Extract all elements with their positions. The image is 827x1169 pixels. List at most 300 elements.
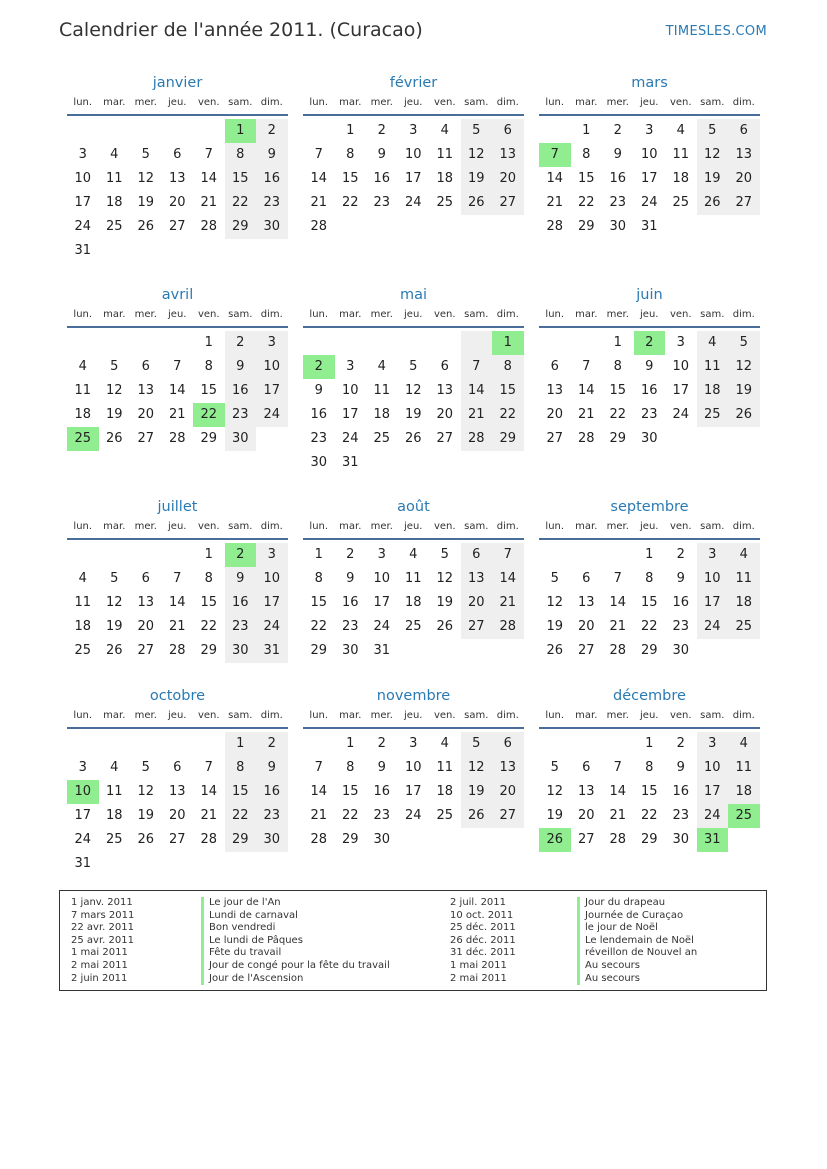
day-cell[interactable]: 16 xyxy=(640,383,658,398)
day-cell[interactable]: 19 xyxy=(137,808,155,823)
day-cell[interactable]: 17 xyxy=(373,595,391,610)
day-cell[interactable]: 2 xyxy=(225,331,257,355)
day-cell[interactable]: 14 xyxy=(310,171,328,186)
day-cell[interactable]: 5 xyxy=(141,760,150,775)
day-cell[interactable]: 3 xyxy=(78,147,87,162)
day-cell[interactable]: 13 xyxy=(461,567,493,591)
day-cell[interactable]: 17 xyxy=(640,171,658,186)
day-cell[interactable]: 11 xyxy=(404,571,422,586)
day-cell[interactable]: 14 xyxy=(310,784,328,799)
day-cell[interactable]: 29 xyxy=(492,427,524,451)
day-cell[interactable]: 25 xyxy=(436,195,454,210)
day-cell[interactable]: 1 xyxy=(346,123,355,138)
holiday-day-cell[interactable]: 10 xyxy=(67,780,99,804)
day-cell[interactable]: 15 xyxy=(609,383,627,398)
day-cell[interactable]: 23 xyxy=(225,615,257,639)
day-cell[interactable]: 18 xyxy=(728,780,760,804)
day-cell[interactable]: 22 xyxy=(225,191,257,215)
day-cell[interactable]: 4 xyxy=(78,359,87,374)
day-cell[interactable]: 7 xyxy=(173,571,182,586)
day-cell[interactable]: 26 xyxy=(137,832,155,847)
day-cell[interactable]: 5 xyxy=(550,571,559,586)
day-cell[interactable]: 5 xyxy=(141,147,150,162)
day-cell[interactable]: 31 xyxy=(341,455,359,470)
day-cell[interactable]: 8 xyxy=(613,359,622,374)
day-cell[interactable]: 19 xyxy=(105,619,123,634)
day-cell[interactable]: 25 xyxy=(74,643,92,658)
day-cell[interactable]: 11 xyxy=(105,171,123,186)
day-cell[interactable]: 22 xyxy=(225,804,257,828)
day-cell[interactable]: 11 xyxy=(436,147,454,162)
day-cell[interactable]: 6 xyxy=(582,571,591,586)
day-cell[interactable]: 21 xyxy=(577,407,595,422)
day-cell[interactable]: 3 xyxy=(697,732,729,756)
day-cell[interactable]: 30 xyxy=(672,643,690,658)
holiday-day-cell[interactable]: 31 xyxy=(697,828,729,852)
day-cell[interactable]: 27 xyxy=(168,832,186,847)
day-cell[interactable]: 12 xyxy=(461,143,493,167)
day-cell[interactable]: 14 xyxy=(609,595,627,610)
holiday-day-cell[interactable]: 2 xyxy=(634,331,666,355)
day-cell[interactable]: 1 xyxy=(645,547,654,562)
day-cell[interactable]: 28 xyxy=(310,219,328,234)
day-cell[interactable]: 19 xyxy=(697,167,729,191)
day-cell[interactable]: 20 xyxy=(492,167,524,191)
day-cell[interactable]: 11 xyxy=(728,567,760,591)
day-cell[interactable]: 5 xyxy=(728,331,760,355)
day-cell[interactable]: 14 xyxy=(200,171,218,186)
day-cell[interactable]: 11 xyxy=(436,760,454,775)
day-cell[interactable]: 14 xyxy=(461,379,493,403)
day-cell[interactable]: 16 xyxy=(341,595,359,610)
site-link[interactable]: TIMESLES.COM xyxy=(665,24,767,39)
day-cell[interactable]: 18 xyxy=(436,171,454,186)
day-cell[interactable]: 8 xyxy=(346,147,355,162)
day-cell[interactable]: 13 xyxy=(168,784,186,799)
day-cell[interactable]: 1 xyxy=(645,736,654,751)
day-cell[interactable]: 12 xyxy=(436,571,454,586)
day-cell[interactable]: 11 xyxy=(74,383,92,398)
day-cell[interactable]: 18 xyxy=(404,595,422,610)
day-cell[interactable]: 24 xyxy=(341,431,359,446)
day-cell[interactable]: 26 xyxy=(461,804,493,828)
day-cell[interactable]: 24 xyxy=(697,615,729,639)
day-cell[interactable]: 27 xyxy=(577,832,595,847)
day-cell[interactable]: 26 xyxy=(461,191,493,215)
day-cell[interactable]: 24 xyxy=(74,219,92,234)
holiday-day-cell[interactable]: 1 xyxy=(225,119,257,143)
day-cell[interactable]: 7 xyxy=(204,760,213,775)
day-cell[interactable]: 11 xyxy=(728,756,760,780)
day-cell[interactable]: 12 xyxy=(105,383,123,398)
day-cell[interactable]: 8 xyxy=(645,571,654,586)
day-cell[interactable]: 5 xyxy=(110,571,119,586)
day-cell[interactable]: 1 xyxy=(613,335,622,350)
day-cell[interactable]: 26 xyxy=(697,191,729,215)
day-cell[interactable]: 2 xyxy=(676,547,685,562)
day-cell[interactable]: 15 xyxy=(225,780,257,804)
day-cell[interactable]: 30 xyxy=(640,431,658,446)
day-cell[interactable]: 13 xyxy=(577,595,595,610)
day-cell[interactable]: 23 xyxy=(373,808,391,823)
day-cell[interactable]: 31 xyxy=(74,856,92,871)
day-cell[interactable]: 20 xyxy=(168,808,186,823)
day-cell[interactable]: 6 xyxy=(461,543,493,567)
day-cell[interactable]: 18 xyxy=(672,171,690,186)
day-cell[interactable]: 28 xyxy=(609,832,627,847)
day-cell[interactable]: 8 xyxy=(492,355,524,379)
day-cell[interactable]: 11 xyxy=(74,595,92,610)
day-cell[interactable]: 21 xyxy=(546,195,564,210)
day-cell[interactable]: 30 xyxy=(256,215,288,239)
day-cell[interactable]: 12 xyxy=(461,756,493,780)
day-cell[interactable]: 23 xyxy=(341,619,359,634)
day-cell[interactable]: 3 xyxy=(256,543,288,567)
day-cell[interactable]: 15 xyxy=(341,171,359,186)
day-cell[interactable]: 21 xyxy=(200,195,218,210)
day-cell[interactable]: 5 xyxy=(550,760,559,775)
day-cell[interactable]: 16 xyxy=(256,167,288,191)
day-cell[interactable]: 4 xyxy=(440,123,449,138)
day-cell[interactable]: 5 xyxy=(697,119,729,143)
day-cell[interactable]: 14 xyxy=(546,171,564,186)
day-cell[interactable]: 13 xyxy=(577,784,595,799)
day-cell[interactable]: 16 xyxy=(672,595,690,610)
day-cell[interactable]: 8 xyxy=(204,571,213,586)
day-cell[interactable]: 3 xyxy=(697,543,729,567)
day-cell[interactable]: 10 xyxy=(256,355,288,379)
day-cell[interactable]: 16 xyxy=(373,784,391,799)
day-cell[interactable]: 10 xyxy=(373,571,391,586)
day-cell[interactable]: 12 xyxy=(105,595,123,610)
day-cell[interactable]: 16 xyxy=(373,171,391,186)
day-cell[interactable]: 13 xyxy=(492,756,524,780)
day-cell[interactable]: 5 xyxy=(461,732,493,756)
day-cell[interactable]: 6 xyxy=(582,760,591,775)
day-cell[interactable]: 29 xyxy=(341,832,359,847)
day-cell[interactable]: 13 xyxy=(137,383,155,398)
day-cell[interactable]: 29 xyxy=(225,828,257,852)
day-cell[interactable]: 29 xyxy=(225,215,257,239)
day-cell[interactable]: 24 xyxy=(256,615,288,639)
day-cell[interactable]: 26 xyxy=(404,431,422,446)
day-cell[interactable]: 1 xyxy=(204,547,213,562)
day-cell[interactable]: 28 xyxy=(200,219,218,234)
day-cell[interactable]: 9 xyxy=(613,147,622,162)
day-cell[interactable]: 6 xyxy=(492,119,524,143)
day-cell[interactable]: 4 xyxy=(377,359,386,374)
day-cell[interactable]: 17 xyxy=(697,591,729,615)
day-cell[interactable]: 27 xyxy=(137,431,155,446)
day-cell[interactable]: 16 xyxy=(609,171,627,186)
day-cell[interactable]: 4 xyxy=(697,331,729,355)
day-cell[interactable]: 2 xyxy=(676,736,685,751)
day-cell[interactable]: 13 xyxy=(137,595,155,610)
day-cell[interactable]: 10 xyxy=(640,147,658,162)
day-cell[interactable]: 28 xyxy=(609,643,627,658)
day-cell[interactable]: 5 xyxy=(440,547,449,562)
day-cell[interactable]: 22 xyxy=(609,407,627,422)
day-cell[interactable]: 29 xyxy=(200,431,218,446)
day-cell[interactable]: 19 xyxy=(436,595,454,610)
day-cell[interactable]: 15 xyxy=(225,167,257,191)
day-cell[interactable]: 18 xyxy=(436,784,454,799)
day-cell[interactable]: 4 xyxy=(78,571,87,586)
day-cell[interactable]: 20 xyxy=(137,619,155,634)
day-cell[interactable]: 3 xyxy=(256,331,288,355)
day-cell[interactable]: 28 xyxy=(461,427,493,451)
day-cell[interactable]: 20 xyxy=(168,195,186,210)
day-cell[interactable]: 24 xyxy=(404,808,422,823)
day-cell[interactable]: 19 xyxy=(404,407,422,422)
day-cell[interactable]: 23 xyxy=(672,619,690,634)
day-cell[interactable]: 10 xyxy=(74,171,92,186)
day-cell[interactable]: 27 xyxy=(461,615,493,639)
day-cell[interactable]: 19 xyxy=(546,619,564,634)
day-cell[interactable]: 23 xyxy=(373,195,391,210)
day-cell[interactable]: 16 xyxy=(225,591,257,615)
day-cell[interactable]: 7 xyxy=(492,543,524,567)
day-cell[interactable]: 29 xyxy=(310,643,328,658)
day-cell[interactable]: 6 xyxy=(173,147,182,162)
day-cell[interactable]: 21 xyxy=(168,407,186,422)
day-cell[interactable]: 31 xyxy=(640,219,658,234)
day-cell[interactable]: 13 xyxy=(436,383,454,398)
day-cell[interactable]: 7 xyxy=(613,571,622,586)
day-cell[interactable]: 16 xyxy=(672,784,690,799)
day-cell[interactable]: 19 xyxy=(137,195,155,210)
day-cell[interactable]: 10 xyxy=(404,147,422,162)
day-cell[interactable]: 30 xyxy=(310,455,328,470)
day-cell[interactable]: 20 xyxy=(492,780,524,804)
holiday-day-cell[interactable]: 2 xyxy=(303,355,335,379)
day-cell[interactable]: 6 xyxy=(141,359,150,374)
day-cell[interactable]: 30 xyxy=(341,643,359,658)
day-cell[interactable]: 22 xyxy=(200,619,218,634)
day-cell[interactable]: 4 xyxy=(110,147,119,162)
day-cell[interactable]: 22 xyxy=(341,808,359,823)
day-cell[interactable]: 7 xyxy=(582,359,591,374)
day-cell[interactable]: 30 xyxy=(225,427,257,451)
day-cell[interactable]: 4 xyxy=(110,760,119,775)
day-cell[interactable]: 27 xyxy=(492,191,524,215)
day-cell[interactable]: 27 xyxy=(546,431,564,446)
day-cell[interactable]: 20 xyxy=(577,619,595,634)
day-cell[interactable]: 23 xyxy=(609,195,627,210)
day-cell[interactable]: 12 xyxy=(404,383,422,398)
day-cell[interactable]: 22 xyxy=(640,619,658,634)
day-cell[interactable]: 17 xyxy=(74,195,92,210)
day-cell[interactable]: 11 xyxy=(105,784,123,799)
day-cell[interactable]: 21 xyxy=(200,808,218,823)
day-cell[interactable]: 15 xyxy=(640,784,658,799)
day-cell[interactable]: 24 xyxy=(404,195,422,210)
day-cell[interactable]: 14 xyxy=(168,595,186,610)
day-cell[interactable]: 25 xyxy=(373,431,391,446)
day-cell[interactable]: 12 xyxy=(546,595,564,610)
day-cell[interactable]: 28 xyxy=(168,643,186,658)
day-cell[interactable]: 23 xyxy=(640,407,658,422)
day-cell[interactable]: 7 xyxy=(461,355,493,379)
day-cell[interactable]: 9 xyxy=(676,571,685,586)
day-cell[interactable]: 10 xyxy=(672,359,690,374)
day-cell[interactable]: 18 xyxy=(373,407,391,422)
day-cell[interactable]: 22 xyxy=(577,195,595,210)
day-cell[interactable]: 25 xyxy=(728,615,760,639)
day-cell[interactable]: 9 xyxy=(377,760,386,775)
day-cell[interactable]: 4 xyxy=(728,732,760,756)
day-cell[interactable]: 15 xyxy=(577,171,595,186)
day-cell[interactable]: 27 xyxy=(728,191,760,215)
day-cell[interactable]: 14 xyxy=(492,567,524,591)
holiday-day-cell[interactable]: 22 xyxy=(193,403,225,427)
day-cell[interactable]: 1 xyxy=(225,732,257,756)
day-cell[interactable]: 12 xyxy=(728,355,760,379)
day-cell[interactable]: 10 xyxy=(697,567,729,591)
day-cell[interactable]: 16 xyxy=(256,780,288,804)
day-cell[interactable]: 2 xyxy=(613,123,622,138)
day-cell[interactable]: 9 xyxy=(676,760,685,775)
day-cell[interactable]: 30 xyxy=(373,832,391,847)
day-cell[interactable]: 8 xyxy=(645,760,654,775)
day-cell[interactable]: 7 xyxy=(314,760,323,775)
day-cell[interactable]: 29 xyxy=(200,643,218,658)
day-cell[interactable]: 4 xyxy=(728,543,760,567)
day-cell[interactable]: 8 xyxy=(225,143,257,167)
day-cell[interactable]: 12 xyxy=(137,171,155,186)
day-cell[interactable]: 21 xyxy=(310,808,328,823)
day-cell[interactable]: 17 xyxy=(341,407,359,422)
day-cell[interactable]: 21 xyxy=(609,619,627,634)
holiday-day-cell[interactable]: 1 xyxy=(492,331,524,355)
day-cell[interactable]: 13 xyxy=(728,143,760,167)
day-cell[interactable]: 27 xyxy=(168,219,186,234)
day-cell[interactable]: 26 xyxy=(728,403,760,427)
holiday-day-cell[interactable]: 25 xyxy=(67,427,99,451)
day-cell[interactable]: 20 xyxy=(461,591,493,615)
day-cell[interactable]: 17 xyxy=(256,591,288,615)
day-cell[interactable]: 3 xyxy=(377,547,386,562)
day-cell[interactable]: 22 xyxy=(310,619,328,634)
day-cell[interactable]: 27 xyxy=(577,643,595,658)
day-cell[interactable]: 15 xyxy=(310,595,328,610)
day-cell[interactable]: 5 xyxy=(461,119,493,143)
day-cell[interactable]: 21 xyxy=(609,808,627,823)
day-cell[interactable]: 23 xyxy=(225,403,257,427)
day-cell[interactable]: 16 xyxy=(310,407,328,422)
day-cell[interactable]: 18 xyxy=(728,591,760,615)
day-cell[interactable]: 30 xyxy=(225,639,257,663)
day-cell[interactable]: 13 xyxy=(168,171,186,186)
day-cell[interactable]: 23 xyxy=(256,804,288,828)
holiday-day-cell[interactable]: 2 xyxy=(225,543,257,567)
day-cell[interactable]: 2 xyxy=(346,547,355,562)
day-cell[interactable]: 9 xyxy=(346,571,355,586)
day-cell[interactable]: 1 xyxy=(582,123,591,138)
day-cell[interactable]: 4 xyxy=(440,736,449,751)
day-cell[interactable]: 11 xyxy=(373,383,391,398)
day-cell[interactable]: 20 xyxy=(577,808,595,823)
day-cell[interactable]: 26 xyxy=(137,219,155,234)
day-cell[interactable]: 20 xyxy=(546,407,564,422)
day-cell[interactable]: 14 xyxy=(609,784,627,799)
day-cell[interactable]: 13 xyxy=(546,383,564,398)
day-cell[interactable]: 25 xyxy=(436,808,454,823)
day-cell[interactable]: 30 xyxy=(256,828,288,852)
day-cell[interactable]: 14 xyxy=(577,383,595,398)
day-cell[interactable]: 12 xyxy=(546,784,564,799)
day-cell[interactable]: 28 xyxy=(200,832,218,847)
day-cell[interactable]: 8 xyxy=(346,760,355,775)
day-cell[interactable]: 20 xyxy=(137,407,155,422)
day-cell[interactable]: 20 xyxy=(436,407,454,422)
day-cell[interactable]: 9 xyxy=(645,359,654,374)
day-cell[interactable]: 21 xyxy=(461,403,493,427)
day-cell[interactable]: 1 xyxy=(204,335,213,350)
day-cell[interactable]: 29 xyxy=(609,431,627,446)
day-cell[interactable]: 22 xyxy=(341,195,359,210)
day-cell[interactable]: 26 xyxy=(105,643,123,658)
day-cell[interactable]: 9 xyxy=(314,383,323,398)
day-cell[interactable]: 18 xyxy=(697,379,729,403)
day-cell[interactable]: 8 xyxy=(225,756,257,780)
day-cell[interactable]: 15 xyxy=(492,379,524,403)
day-cell[interactable]: 30 xyxy=(672,832,690,847)
day-cell[interactable]: 8 xyxy=(582,147,591,162)
day-cell[interactable]: 1 xyxy=(346,736,355,751)
day-cell[interactable]: 7 xyxy=(173,359,182,374)
day-cell[interactable]: 22 xyxy=(640,808,658,823)
day-cell[interactable]: 31 xyxy=(256,639,288,663)
day-cell[interactable]: 2 xyxy=(377,123,386,138)
day-cell[interactable]: 18 xyxy=(105,808,123,823)
day-cell[interactable]: 18 xyxy=(105,195,123,210)
day-cell[interactable]: 3 xyxy=(645,123,654,138)
day-cell[interactable]: 31 xyxy=(373,643,391,658)
day-cell[interactable]: 28 xyxy=(492,615,524,639)
day-cell[interactable]: 19 xyxy=(461,780,493,804)
day-cell[interactable]: 30 xyxy=(609,219,627,234)
day-cell[interactable]: 26 xyxy=(105,431,123,446)
day-cell[interactable]: 19 xyxy=(728,379,760,403)
day-cell[interactable]: 4 xyxy=(676,123,685,138)
day-cell[interactable]: 6 xyxy=(492,732,524,756)
day-cell[interactable]: 29 xyxy=(640,832,658,847)
day-cell[interactable]: 27 xyxy=(492,804,524,828)
day-cell[interactable]: 9 xyxy=(225,567,257,591)
day-cell[interactable]: 9 xyxy=(256,143,288,167)
day-cell[interactable]: 5 xyxy=(409,359,418,374)
day-cell[interactable]: 7 xyxy=(204,147,213,162)
day-cell[interactable]: 25 xyxy=(404,619,422,634)
holiday-day-cell[interactable]: 25 xyxy=(728,804,760,828)
day-cell[interactable]: 25 xyxy=(672,195,690,210)
day-cell[interactable]: 27 xyxy=(137,643,155,658)
day-cell[interactable]: 7 xyxy=(613,760,622,775)
day-cell[interactable]: 12 xyxy=(697,143,729,167)
day-cell[interactable]: 6 xyxy=(728,119,760,143)
day-cell[interactable]: 29 xyxy=(577,219,595,234)
day-cell[interactable]: 14 xyxy=(168,383,186,398)
day-cell[interactable]: 17 xyxy=(697,780,729,804)
day-cell[interactable]: 21 xyxy=(168,619,186,634)
day-cell[interactable]: 17 xyxy=(404,784,422,799)
day-cell[interactable]: 24 xyxy=(74,832,92,847)
day-cell[interactable]: 24 xyxy=(256,403,288,427)
day-cell[interactable]: 25 xyxy=(697,403,729,427)
day-cell[interactable]: 25 xyxy=(105,832,123,847)
day-cell[interactable]: 4 xyxy=(409,547,418,562)
